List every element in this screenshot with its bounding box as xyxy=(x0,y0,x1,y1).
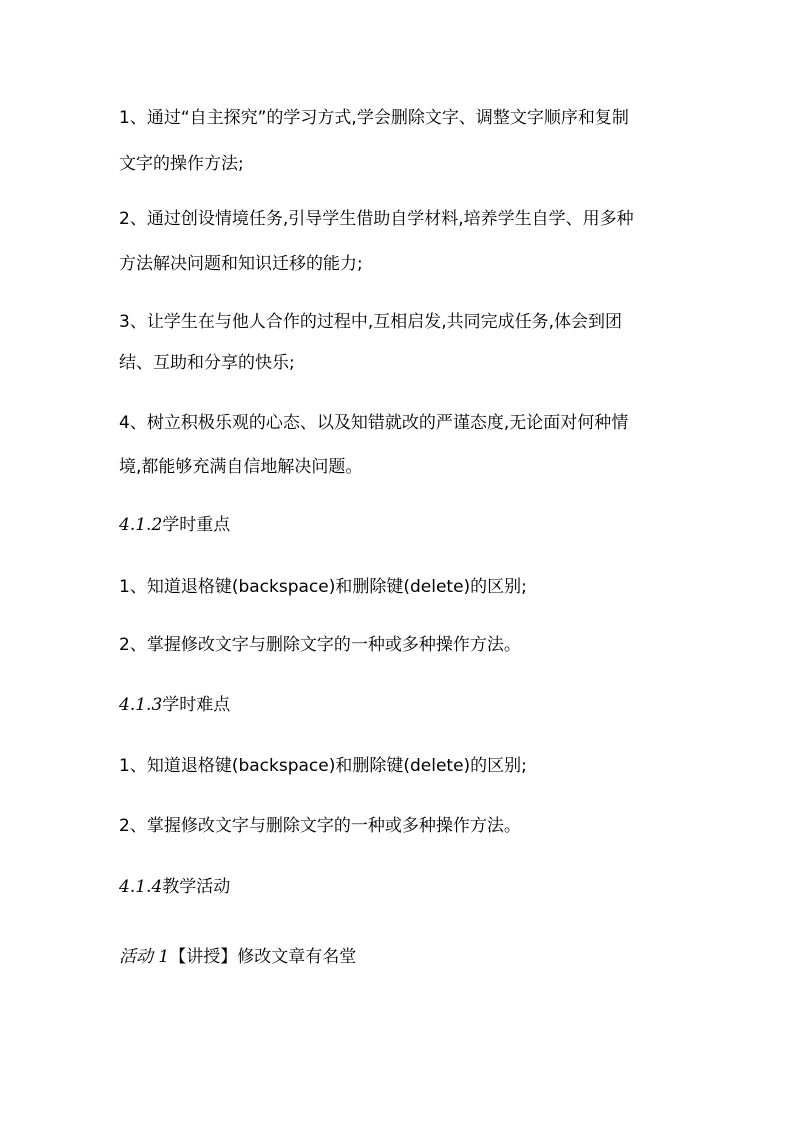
section-title: 学时重点 xyxy=(162,515,231,535)
section-title: 学时难点 xyxy=(162,695,231,715)
section-number: 4.1.3 xyxy=(119,695,163,715)
objective-4-line-2: 境,都能够充满自信地解决问题。 xyxy=(119,457,363,477)
objective-2-line-2: 方法解决问题和知识迁移的能力; xyxy=(119,254,363,274)
section-number: 4.1.4 xyxy=(119,877,163,897)
section-heading-activities xyxy=(119,875,679,899)
objective-1-line-1: 1、通过“自主探究”的学习方式,学会删除文字、调整文字顺序和复制 xyxy=(119,108,629,128)
activity-title: 【讲授】修改文章有名堂 xyxy=(169,947,357,967)
key-point-1: 1、知道退格键(backspace)和删除键(delete)的区别; xyxy=(119,577,527,597)
objective-4-line-1: 4、树立积极乐观的心态、以及知错就改的严谨态度,无论面对何种情 xyxy=(119,413,629,433)
objective-3-line-1: 3、让学生在与他人合作的过程中,互相启发,共同完成任务,体会到团 xyxy=(119,312,623,332)
objective-3-line-2: 结、互助和分享的快乐; xyxy=(119,353,295,373)
difficult-point-2: 2、掌握修改文字与删除文字的一种或多种操作方法。 xyxy=(119,816,521,836)
section-heading-difficult-points xyxy=(119,693,679,717)
section-number: 4.1.2 xyxy=(119,515,163,535)
key-point-2: 2、掌握修改文字与删除文字的一种或多种操作方法。 xyxy=(119,635,521,655)
section-heading-key-points xyxy=(119,513,679,537)
difficult-point-1: 1、知道退格键(backspace)和删除键(delete)的区别; xyxy=(119,756,527,776)
section-title: 教学活动 xyxy=(162,877,231,897)
objective-2-line-1: 2、通过创设情境任务,引导学生借助自学材料,培养学生自学、用多种 xyxy=(119,209,634,229)
objective-1-line-2: 文字的操作方法; xyxy=(119,154,244,174)
activity-1-heading xyxy=(119,945,679,969)
activity-label: 活动 1 xyxy=(119,947,170,967)
